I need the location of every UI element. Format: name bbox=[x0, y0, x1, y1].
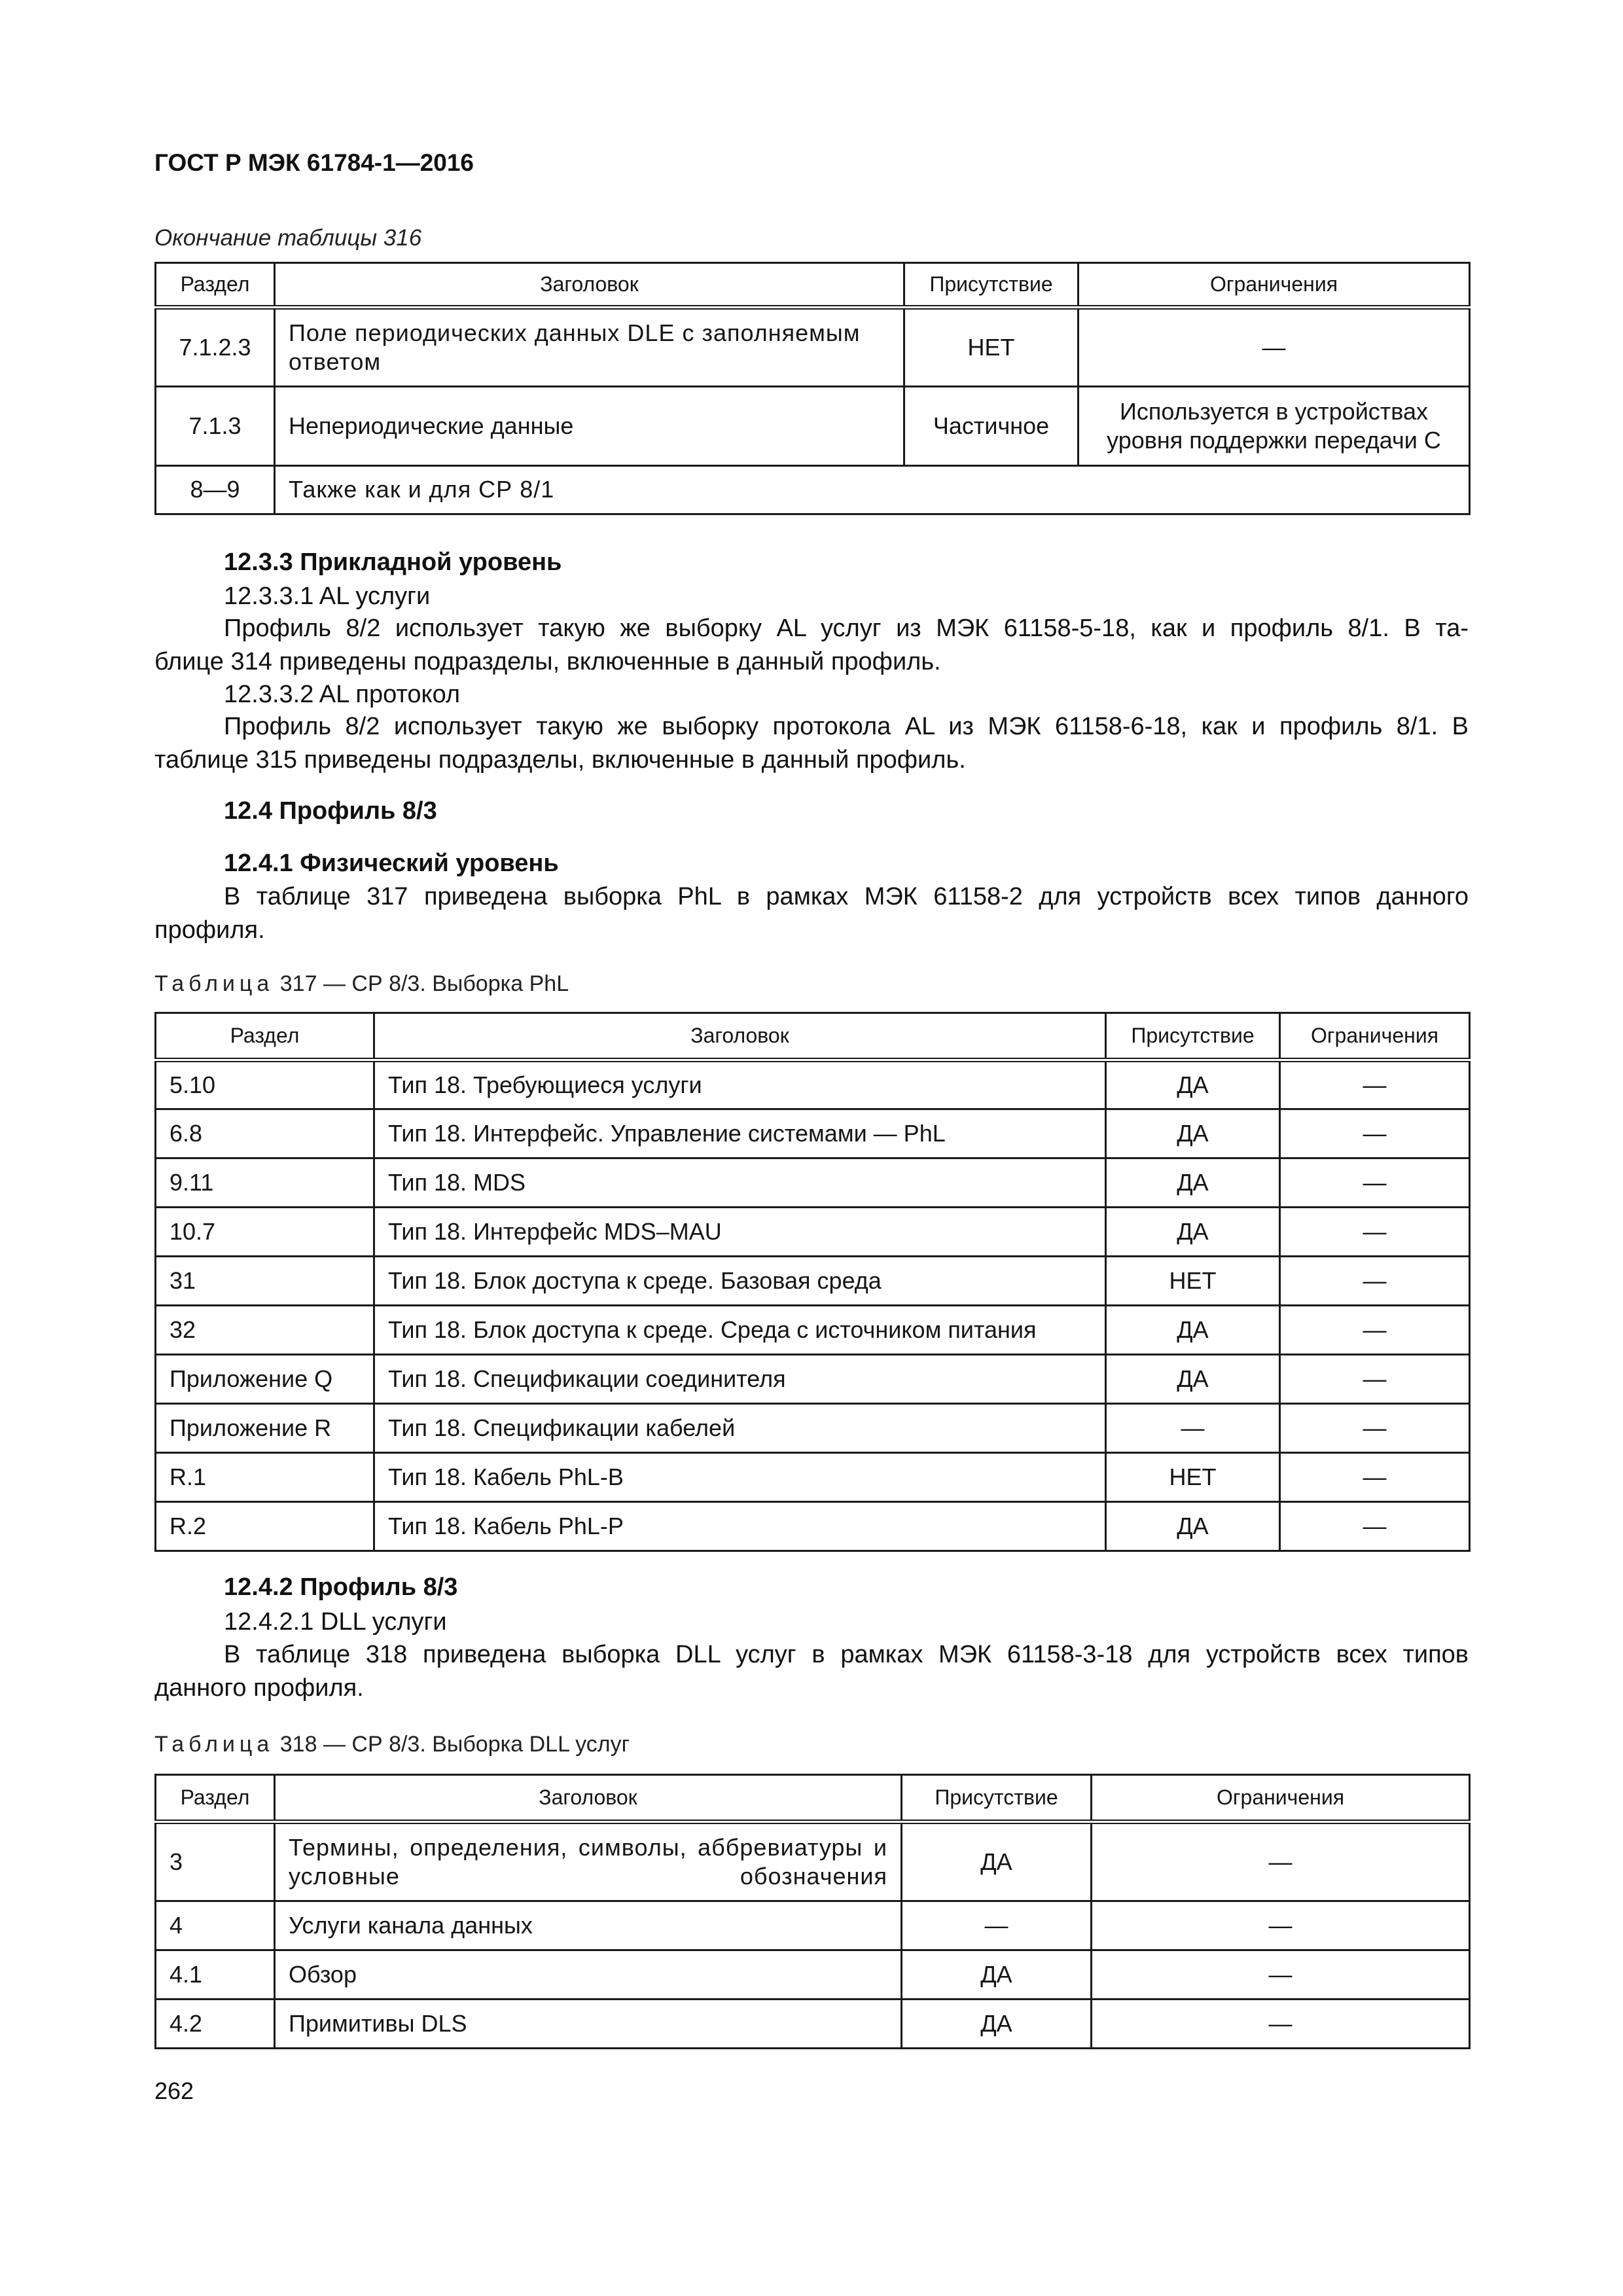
paragraph-line: блице 314 приведены подразделы, включенные в данный профиль. bbox=[154, 648, 941, 675]
cell-section: Приложение R bbox=[156, 1404, 374, 1453]
cell-presence: ДА bbox=[1106, 1355, 1280, 1404]
cell-section: 6.8 bbox=[156, 1109, 374, 1158]
cell-presence: ДА bbox=[1106, 1060, 1280, 1109]
cell-presence: ДА bbox=[1106, 1158, 1280, 1208]
table-row bbox=[156, 1822, 1470, 1901]
cell-title: Тип 18. Интерфейс MDS–MAU bbox=[374, 1208, 1106, 1257]
table-row bbox=[156, 308, 1470, 387]
cell-section: Приложение Q bbox=[156, 1355, 374, 1404]
paragraph-12-4-1 bbox=[154, 880, 1469, 947]
cell-title: Также как и для СР 8/1 bbox=[275, 466, 1470, 514]
column-header-presence: Присутствие bbox=[904, 263, 1079, 308]
cell-section: R.1 bbox=[156, 1453, 374, 1502]
cell-presence: ДА bbox=[1106, 1306, 1280, 1355]
cell-section: 9.11 bbox=[156, 1158, 374, 1208]
table-317-caption bbox=[154, 971, 569, 997]
column-header-section: Раздел bbox=[156, 1775, 275, 1822]
table-row bbox=[156, 1306, 1470, 1355]
table-row bbox=[156, 1060, 1470, 1109]
column-header-title: Заголовок bbox=[275, 1775, 902, 1822]
table-row bbox=[156, 1257, 1470, 1306]
cell-title: Услуги канала данных bbox=[275, 1901, 902, 1950]
table-row bbox=[156, 466, 1470, 514]
cell-limits: — bbox=[1280, 1208, 1470, 1257]
paragraph-line: В таблице 317 приведена выборка PhL в рамках МЭК 61158-2 для устройств всех типов данного bbox=[224, 883, 1469, 910]
cell-presence: — bbox=[902, 1901, 1092, 1950]
cell-limits: — bbox=[1092, 2000, 1470, 2049]
table-row bbox=[156, 1404, 1470, 1453]
column-header-limits: Ограничения bbox=[1079, 263, 1470, 308]
table-316 bbox=[154, 262, 1471, 515]
cell-presence: ДА bbox=[902, 1822, 1092, 1901]
cell-section: 8—9 bbox=[156, 466, 275, 514]
cell-section: 10.7 bbox=[156, 1208, 374, 1257]
cell-section: 7.1.2.3 bbox=[156, 308, 275, 387]
cell-presence: ДА bbox=[1106, 1208, 1280, 1257]
paragraph-12-3-3-1 bbox=[154, 612, 1469, 679]
table-header-row bbox=[156, 1013, 1470, 1060]
cell-presence: — bbox=[1106, 1404, 1280, 1453]
cell-title: Тип 18. Кабель PhL-P bbox=[374, 1502, 1106, 1551]
page-number: 262 bbox=[154, 2077, 194, 2104]
paragraph-12-4-2-1 bbox=[154, 1638, 1469, 1705]
cell-limits: — bbox=[1280, 1502, 1470, 1551]
cell-title: Тип 18. Блок доступа к среде. Среда с источником питания bbox=[374, 1306, 1106, 1355]
table-316-caption: Окончание таблицы 316 bbox=[154, 225, 422, 251]
paragraph-line: данного профиля. bbox=[154, 1674, 364, 1702]
cell-section: 31 bbox=[156, 1257, 374, 1306]
cell-presence: НЕТ bbox=[904, 308, 1079, 387]
cell-limits: — bbox=[1280, 1060, 1470, 1109]
cell-title: Поле периодических данных DLE с заполняемым ответом bbox=[275, 308, 904, 387]
column-header-section: Раздел bbox=[156, 1013, 374, 1060]
column-header-title: Заголовок bbox=[275, 263, 904, 308]
table-row bbox=[156, 1901, 1470, 1950]
table-318-caption bbox=[154, 1732, 630, 1757]
table-row bbox=[156, 1158, 1470, 1208]
cell-title: Тип 18. Кабель PhL-B bbox=[374, 1453, 1106, 1502]
cell-presence: Частичное bbox=[904, 387, 1079, 466]
cell-limits: — bbox=[1092, 1901, 1470, 1950]
subsection-heading-12-4-2-1: 12.4.2.1 DLL услуги bbox=[224, 1608, 447, 1636]
table-header-row bbox=[156, 1775, 1470, 1822]
cell-title: Тип 18. Блок доступа к среде. Базовая среда bbox=[374, 1257, 1106, 1306]
column-header-section: Раздел bbox=[156, 263, 275, 308]
paragraph-line: Профиль 8/2 использует такую же выборку протокола AL из МЭК 61158-6-18, как и профиль 8/1. В bbox=[224, 713, 1469, 740]
table-row bbox=[156, 1355, 1470, 1404]
table-318 bbox=[154, 1774, 1471, 2049]
cell-section: 5.10 bbox=[156, 1060, 374, 1109]
cell-limits: — bbox=[1092, 1822, 1470, 1901]
table-row bbox=[156, 1109, 1470, 1158]
section-heading-12-3-3: 12.3.3 Прикладной уровень bbox=[224, 548, 562, 576]
cell-presence: ДА bbox=[902, 1950, 1092, 2000]
document-code: ГОСТ Р МЭК 61784-1—2016 bbox=[154, 149, 474, 176]
cell-section: 7.1.3 bbox=[156, 387, 275, 466]
cell-title: Тип 18. MDS bbox=[374, 1158, 1106, 1208]
cell-title: Тип 18. Требующиеся услуги bbox=[374, 1060, 1106, 1109]
column-header-limits: Ограничения bbox=[1280, 1013, 1470, 1060]
table-row bbox=[156, 1453, 1470, 1502]
table-317 bbox=[154, 1012, 1471, 1552]
cell-section: 32 bbox=[156, 1306, 374, 1355]
cell-title: Примитивы DLS bbox=[275, 2000, 902, 2049]
column-header-limits: Ограничения bbox=[1092, 1775, 1470, 1822]
cell-presence: НЕТ bbox=[1106, 1453, 1280, 1502]
caption-prefix: Таблица bbox=[154, 971, 274, 996]
table-row bbox=[156, 387, 1470, 466]
cell-limits: Используется в устройствах уровня поддержки передачи С bbox=[1079, 387, 1470, 466]
cell-limits: — bbox=[1280, 1404, 1470, 1453]
cell-limits: — bbox=[1280, 1109, 1470, 1158]
section-heading-12-4-2: 12.4.2 Профиль 8/3 bbox=[224, 1573, 458, 1601]
subsection-heading-12-3-3-2: 12.3.3.2 AL протокол bbox=[224, 681, 461, 708]
table-row bbox=[156, 2000, 1470, 2049]
table-row bbox=[156, 1950, 1470, 2000]
paragraph-line: Профиль 8/2 использует такую же выборку AL услуг из МЭК 61158-5-18, как и профиль 8/1. В та- bbox=[224, 615, 1469, 642]
cell-section: 4.2 bbox=[156, 2000, 275, 2049]
cell-limits: — bbox=[1280, 1355, 1470, 1404]
section-heading-12-4-1: 12.4.1 Физический уровень bbox=[224, 850, 559, 877]
table-header-row bbox=[156, 263, 1470, 308]
table-row bbox=[156, 1502, 1470, 1551]
cell-title: Тип 18. Спецификации соединителя bbox=[374, 1355, 1106, 1404]
cell-presence: ДА bbox=[1106, 1502, 1280, 1551]
paragraph-line: профиля. bbox=[154, 916, 265, 944]
cell-title: Тип 18. Интерфейс. Управление системами — PhL bbox=[374, 1109, 1106, 1158]
cell-limits: — bbox=[1092, 1950, 1470, 2000]
caption-prefix: Таблица bbox=[154, 1732, 274, 1757]
cell-limits: — bbox=[1280, 1306, 1470, 1355]
section-heading-12-4: 12.4 Профиль 8/3 bbox=[224, 797, 437, 825]
cell-presence: ДА bbox=[1106, 1109, 1280, 1158]
cell-section: 4 bbox=[156, 1901, 275, 1950]
cell-limits: — bbox=[1079, 308, 1470, 387]
paragraph-12-3-3-2 bbox=[154, 710, 1469, 777]
column-header-title: Заголовок bbox=[374, 1013, 1106, 1060]
paragraph-line: таблице 315 приведены подразделы, включенные в данный профиль. bbox=[154, 746, 966, 774]
cell-limits: — bbox=[1280, 1257, 1470, 1306]
column-header-presence: Присутствие bbox=[902, 1775, 1092, 1822]
subsection-heading-12-3-3-1: 12.3.3.1 AL услуги bbox=[224, 583, 431, 610]
cell-title: Термины, определения, символы, аббревиатуры и условные обозначения bbox=[275, 1822, 902, 1901]
cell-limits: — bbox=[1280, 1158, 1470, 1208]
table-row bbox=[156, 1208, 1470, 1257]
cell-title: Тип 18. Спецификации кабелей bbox=[374, 1404, 1106, 1453]
cell-presence: ДА bbox=[902, 2000, 1092, 2049]
cell-title: Непериодические данные bbox=[275, 387, 904, 466]
cell-section: R.2 bbox=[156, 1502, 374, 1551]
cell-presence: НЕТ bbox=[1106, 1257, 1280, 1306]
cell-section: 3 bbox=[156, 1822, 275, 1901]
caption-text: 317 — СР 8/3. Выборка PhL bbox=[279, 971, 569, 996]
cell-title: Обзор bbox=[275, 1950, 902, 2000]
paragraph-line: В таблице 318 приведена выборка DLL услуг в рамках МЭК 61158-3-18 для устройств всех типов bbox=[224, 1641, 1469, 1668]
caption-text: 318 — СР 8/3. Выборка DLL услуг bbox=[279, 1732, 630, 1757]
cell-section: 4.1 bbox=[156, 1950, 275, 2000]
cell-limits: — bbox=[1280, 1453, 1470, 1502]
column-header-presence: Присутствие bbox=[1106, 1013, 1280, 1060]
